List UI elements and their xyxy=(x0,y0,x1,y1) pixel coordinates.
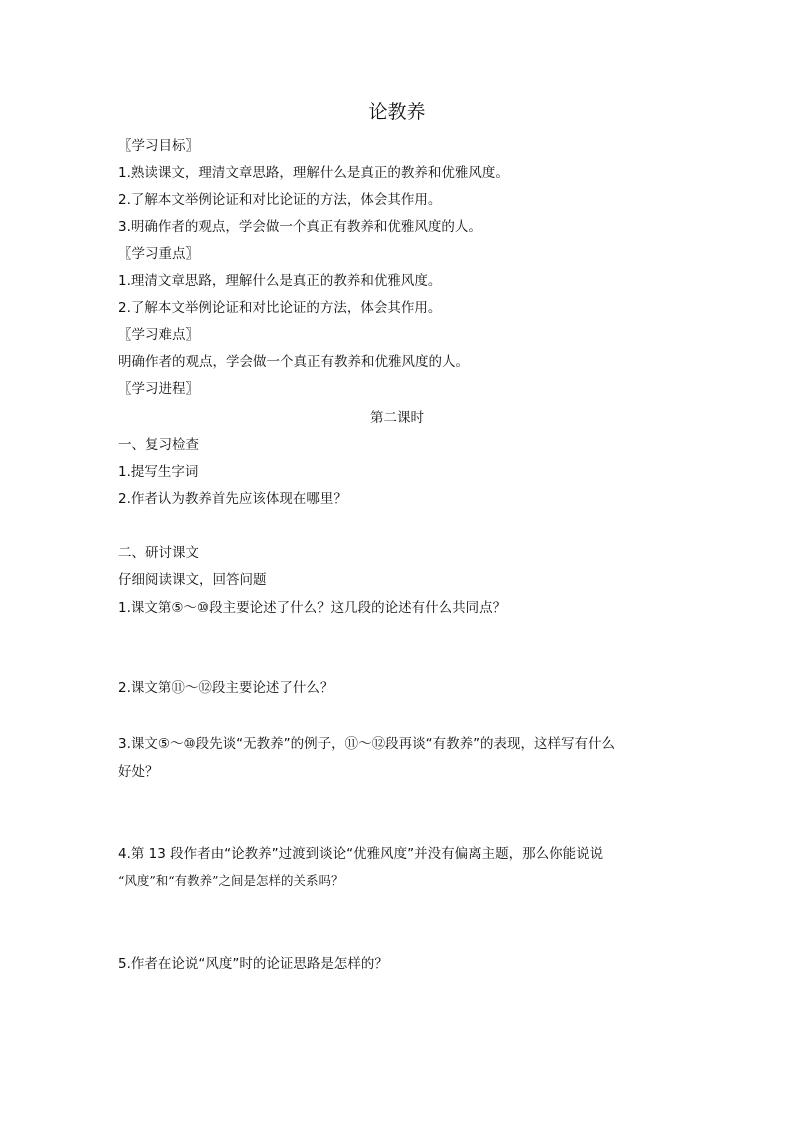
question-4-line-1: 4.第 13 段作者由“论教养”过渡到谈论“优雅风度”并没有偏离主题，那么你能说说 xyxy=(118,846,604,862)
review-item-2: 2.作者认为教养首先应该体现在哪里？ xyxy=(118,491,347,507)
question-1: 1.课文第⑤～⑩段主要论述了什么？这几段的论述有什么共同点？ xyxy=(118,600,507,616)
goals-header: 〖学习目标〗 xyxy=(118,138,199,154)
question-3-line-1: 3.课文⑤～⑩段先谈“无教养”的例子，⑪～⑫段再谈“有教养”的表现，这样写有什么 xyxy=(118,736,616,752)
lesson-heading: 第二课时 xyxy=(370,410,424,426)
section-review: 一、复习检查 xyxy=(118,437,199,453)
question-2: 2.课文第⑪～⑫段主要论述了什么？ xyxy=(118,680,334,696)
focus-item-2: 2.了解本文举例论证和对比论证的方法，体会其作用。 xyxy=(118,300,442,316)
goal-item-1: 1.熟读课文，理清文章思路，理解什么是真正的教养和优雅风度。 xyxy=(118,165,509,181)
difficulty-item-1: 明确作者的观点，学会做一个真正有教养和优雅风度的人。 xyxy=(118,354,469,370)
question-3-line-2: 好处？ xyxy=(118,764,159,780)
page-title: 论教养 xyxy=(368,101,426,123)
focus-item-1: 1.理清文章思路，理解什么是真正的教养和优雅风度。 xyxy=(118,273,442,289)
goal-item-2: 2.了解本文举例论证和对比论证的方法，体会其作用。 xyxy=(118,192,442,208)
process-header: 〖学习进程〗 xyxy=(118,381,199,397)
focus-header: 〖学习重点〗 xyxy=(118,246,199,262)
study-instruction: 仔细阅读课文，回答问题 xyxy=(118,572,267,588)
question-5: 5.作者在论说“风度”时的论证思路是怎样的？ xyxy=(118,956,388,972)
goal-item-3: 3.明确作者的观点，学会做一个真正有教养和优雅风度的人。 xyxy=(118,219,482,235)
difficulty-header: 〖学习难点〗 xyxy=(118,327,199,343)
review-item-1: 1.提写生字词 xyxy=(118,464,199,480)
section-study: 二、研讨课文 xyxy=(118,545,199,561)
question-4-line-2: “风度”和“有教养”之间是怎样的关系吗？ xyxy=(118,873,344,888)
